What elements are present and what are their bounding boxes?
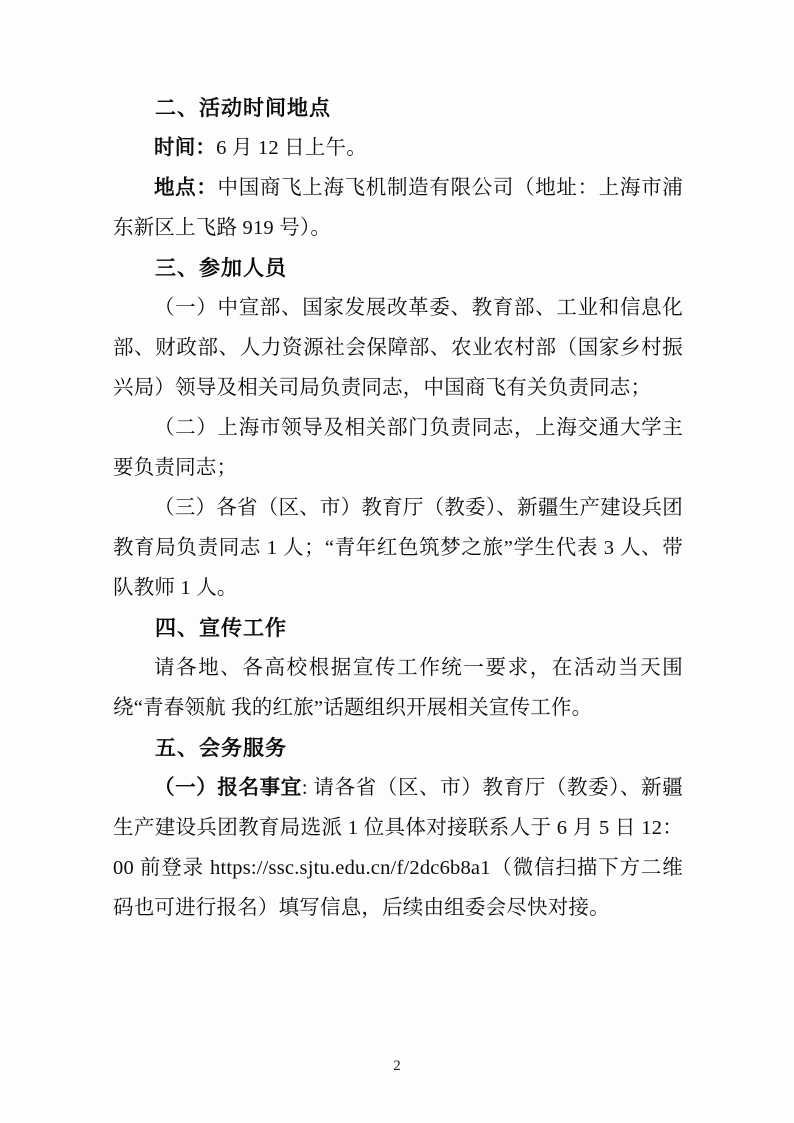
paragraph-registration (113, 768, 683, 928)
label-time: 时间： (154, 137, 217, 159)
paragraph-participants-1: （一）中宣部、国家发展改革委、教育部、工业和信息化部、财政部、人力资源社会保障部、农业农村部（国家乡村振兴局）领导及相关司局负责同志，中国商飞有关负责同志； (113, 297, 683, 399)
label-place: 地点： (154, 177, 218, 199)
paragraph-registration-text-tail: （微信扫描下方二维码也可进行报名）填写信息，后续由组委会尽快对接。 (113, 857, 683, 919)
paragraph-participants-2: （二）上海市领导及相关部门负责同志，上海交通大学主要负责同志； (113, 417, 683, 479)
section-heading-2: 二、活动时间地点 (155, 96, 331, 120)
paragraph-place (113, 168, 683, 248)
section-heading-3: 三、参加人员 (155, 256, 287, 280)
section-heading-5: 五、会务服务 (155, 736, 287, 760)
label-registration: （一）报名事宜 (154, 777, 302, 799)
paragraph-participants-3: （三）各省（区、市）教育厅（教委）、新疆生产建设兵团教育局负责同志 1 人；“青年红色筑梦之旅”学生代表 3 人、带队教师 1 人。 (113, 497, 683, 599)
paragraph-time-text: 6 月 12 日上午。 (216, 137, 367, 159)
page-number: 2 (393, 1058, 401, 1074)
paragraph-time (113, 128, 683, 168)
paragraph-registration-text: : 请各省（区、市）教育厅（教委）、新疆生产建设兵团教育局选派 1 位具体对接联系人于 6 月 5 日 12：00 前登录 (113, 777, 684, 879)
paragraph-place-text: 中国商飞上海飞机制造有限公司（地址：上海市浦东新区上飞路 919 号）。 (113, 177, 683, 239)
paragraph-publicity: 请各地、各高校根据宣传工作统一要求，在活动当天围绕“青春领航 我的红旅”话题组织开展相关宣传工作。 (113, 657, 683, 719)
registration-url[interactable]: https://ssc.sjtu.edu.cn/f/2dc6b8a1 (210, 857, 491, 879)
section-heading-4: 四、宣传工作 (155, 616, 287, 640)
document-body (113, 88, 683, 928)
